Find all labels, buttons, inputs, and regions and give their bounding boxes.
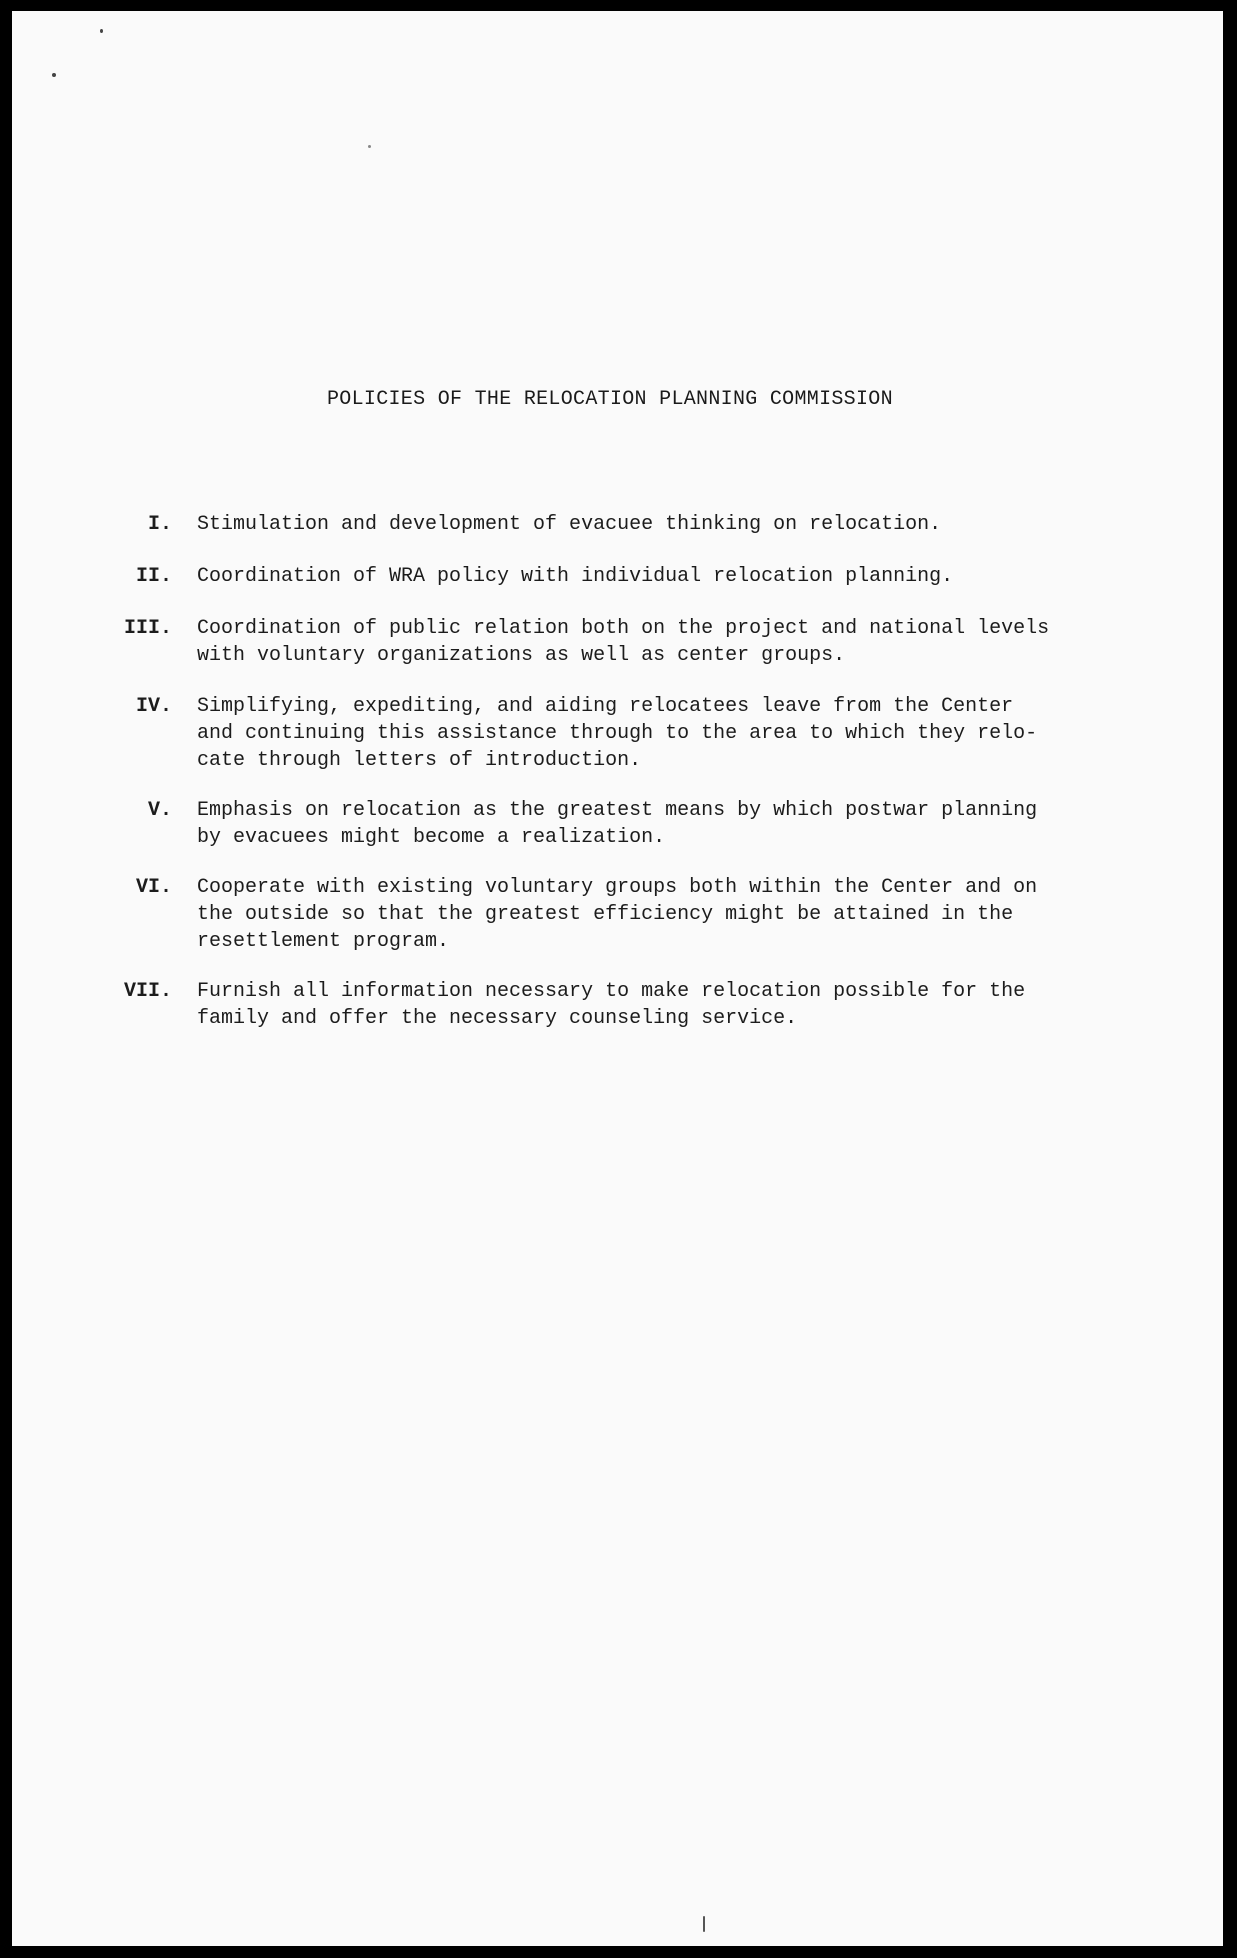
policy-item — [102, 563, 1102, 590]
policy-item — [102, 978, 1102, 1032]
paper-speck — [100, 29, 103, 33]
policy-item — [102, 874, 1102, 955]
paper-speck — [52, 73, 56, 77]
policy-numeral: VII. — [123, 980, 172, 1003]
policy-item — [102, 693, 1102, 774]
policy-numeral: I. — [147, 513, 172, 536]
policy-numeral: VI. — [135, 876, 172, 899]
page-title: POLICIES OF THE RELOCATION PLANNING COMMISSION — [327, 388, 893, 411]
paper-speck — [368, 145, 371, 148]
policy-item — [102, 797, 1102, 851]
policy-text: Emphasis on relocation as the greatest means by which postwar planning by evacuees might become a realization. — [197, 799, 1038, 849]
policy-text: Coordination of WRA policy with individual relocation planning. — [197, 565, 954, 588]
policy-text: Furnish all information necessary to make relocation possible for the family and offer the necessary counseling service. — [197, 980, 1026, 1030]
policy-numeral: III. — [123, 617, 172, 640]
document-page — [12, 11, 1223, 1946]
policy-text: Stimulation and development of evacuee thinking on relocation. — [197, 513, 942, 536]
policy-item — [102, 615, 1102, 669]
paper-speck — [703, 1916, 705, 1932]
policy-text: Simplifying, expediting, and aiding relocatees leave from the Center and continuing this assistance through to the area to which they relo- cate through letters of introduction. — [197, 695, 1038, 772]
policy-item — [102, 511, 1102, 538]
policy-text: Cooperate with existing voluntary groups both within the Center and on the outside so that the greatest efficiency might be attained in the resettlement program. — [197, 876, 1038, 953]
policy-numeral: II. — [135, 565, 172, 588]
policy-text: Coordination of public relation both on the project and national levels with voluntary organizations as well as center groups. — [197, 617, 1050, 667]
policy-numeral: V. — [147, 799, 172, 822]
policy-numeral: IV. — [135, 695, 172, 718]
policy-list — [102, 511, 1102, 1032]
